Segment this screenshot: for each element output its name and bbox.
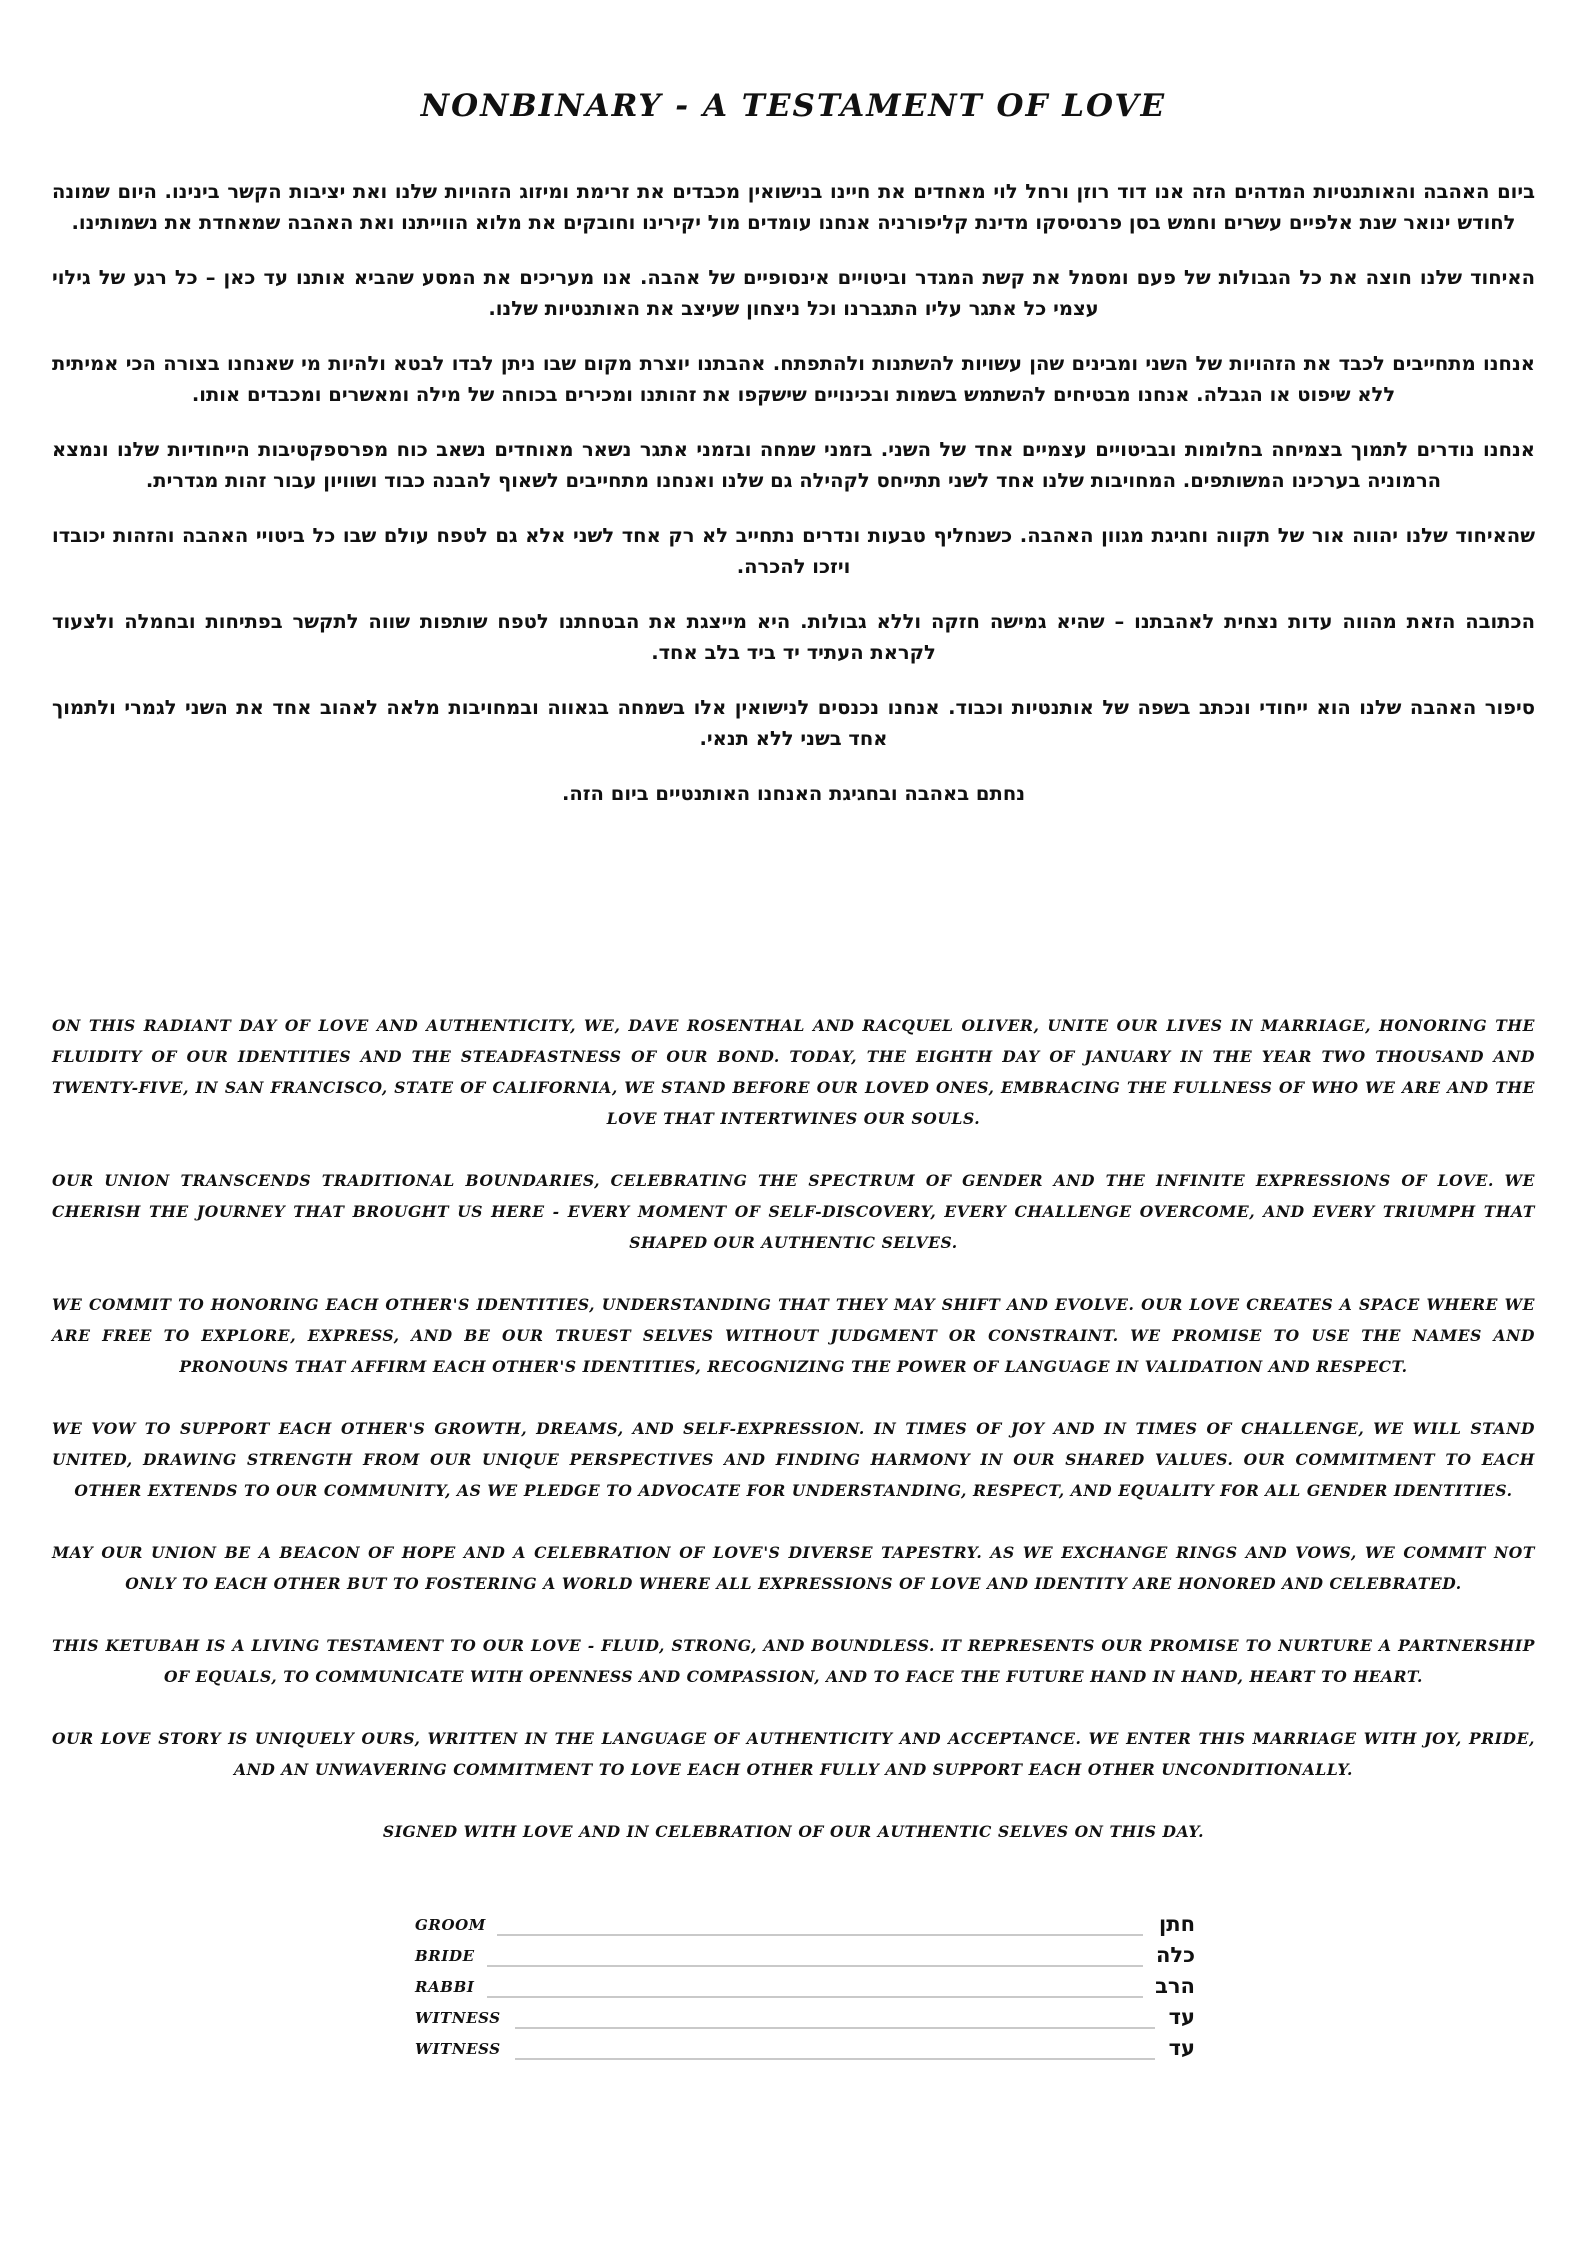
signature-row-witness-1 bbox=[415, 2005, 1195, 2036]
english-paragraph: OUR UNION TRANSCENDS TRADITIONAL BOUNDARIES, CELEBRATING THE SPECTRUM OF GENDER AND THE INFINITE EXPRESSIONS OF LOVE. WE CHERISH THE JOURNEY THAT BROUGHT US HERE - EVERY MOMENT OF SELF-DISCOVERY, EVERY CHALLENGE OVERCOME, AND EVERY TRIUMPH THAT SHAPED OUR AUTHENTIC SELVES. bbox=[52, 1171, 1535, 1252]
hebrew-paragraph: האיחוד שלנו חוצה את כל הגבולות של פעם ומסמל את קשת המגדר וביטויים אינסופיים של אהבה. אנו מעריכים את המסע שהביא אותנו עד כאן – כל רגע של גילוי עצמי כל אתגר עליו התגברנו וכל ניצחון שעיצב את האותנטיות שלנו. bbox=[52, 266, 1535, 320]
signature-label-he: כלה bbox=[1155, 1943, 1195, 1967]
english-paragraph: OUR LOVE STORY IS UNIQUELY OURS, WRITTEN IN THE LANGUAGE OF AUTHENTICITY AND ACCEPTANCE. WE ENTER THIS MARRIAGE WITH JOY, PRIDE, AND AN UNWAVERING COMMITMENT TO LOVE EACH OTHER FULLY AND SUPPORT EACH OTHER UNCONDITIONALLY. bbox=[52, 1729, 1535, 1779]
signature-label-he: הרב bbox=[1155, 1974, 1195, 1998]
signature-row-groom bbox=[415, 1912, 1195, 1943]
signature-line[interactable] bbox=[497, 1934, 1143, 1936]
signature-line[interactable] bbox=[487, 1965, 1143, 1967]
english-paragraph: ON THIS RADIANT DAY OF LOVE AND AUTHENTICITY, WE, DAVE ROSENTHAL AND RACQUEL OLIVER, UNITE OUR LIVES IN MARRIAGE, HONORING THE FLUIDITY OF OUR IDENTITIES AND THE STEADFASTNESS OF OUR BOND. TODAY, THE EIGHTH DAY OF JANUARY IN THE YEAR TWO THOUSAND AND TWENTY-FIVE, IN SAN FRANCISCO, STATE OF CALIFORNIA, WE STAND BEFORE OUR LOVED ONES, EMBRACING THE FULLNESS OF WHO WE ARE AND THE LOVE THAT INTERTWINES OUR SOULS. bbox=[52, 1016, 1535, 1128]
english-paragraph: WE VOW TO SUPPORT EACH OTHER'S GROWTH, DREAMS, AND SELF-EXPRESSION. IN TIMES OF JOY AND IN TIMES OF CHALLENGE, WE WILL STAND UNITED, DRAWING STRENGTH FROM OUR UNIQUE PERSPECTIVES AND FINDING HARMONY IN OUR SHARED VALUES. OUR COMMITMENT TO EACH OTHER EXTENDS TO OUR COMMUNITY, AS WE PLEDGE TO ADVOCATE FOR UNDERSTANDING, RESPECT, AND EQUALITY FOR ALL GENDER IDENTITIES. bbox=[52, 1419, 1535, 1500]
english-closing: SIGNED WITH LOVE AND IN CELEBRATION OF OUR AUTHENTIC SELVES ON THIS DAY. bbox=[382, 1822, 1205, 1841]
hebrew-text-block bbox=[52, 176, 1535, 833]
hebrew-closing: נחתם באהבה ובחגיגת האנחנו האותנטיים ביום הזה. bbox=[561, 782, 1026, 805]
signature-label-he: עד bbox=[1168, 2036, 1195, 2060]
signature-block bbox=[415, 1912, 1195, 2067]
hebrew-paragraph: הכתובה הזאת מהווה עדות נצחית לאהבתנו – שהיא גמישה חזקה וללא גבולות. היא מייצגת את הבטחתנו לטפח שותפות שווה לתקשר בפתיחות ובחמלה ולצעוד לקראת העתיד יד ביד בלב אחד. bbox=[52, 610, 1535, 664]
signature-line[interactable] bbox=[515, 2058, 1155, 2060]
hebrew-paragraph: ביום האהבה והאותנטיות המדהים הזה אנו דוד רוזן ורחל לוי מאחדים את חיינו בנישואין מכבדים את זרימת ומיזוג הזהויות שלנו ואת יציבות הקשר בינינו. היום שמונה לחודש ינואר שנת אלפיים עשרים וחמש בסן פרנסיסקו מדינת קליפורניה אנחנו עומדים מול יקירינו וחובקים את מלוא הווייתנו ואת האהבה שמאחדת את נשמותינו. bbox=[52, 180, 1535, 234]
signature-line[interactable] bbox=[515, 2027, 1155, 2029]
signature-label-en: GROOM bbox=[415, 1916, 487, 1934]
hebrew-paragraph: אנחנו נודרים לתמוך בצמיחה בחלומות ובביטויים עצמיים אחד של השני. בזמני שמחה ובזמני אתגר נשאר מאוחדים נשאב כוח מפרספקטיבות הייחודיות שלנו ונמצא הרמוניה בערכינו המשותפים. המחויבות שלנו אחד לשני תתייחס לקהילה גם שלנו ואנחנו מתחייבים לשאוף להבנה כבוד ושוויון עבור זהות מגדרית. bbox=[52, 438, 1535, 492]
document-title: NONBINARY - A TESTAMENT OF LOVE bbox=[420, 88, 1167, 124]
english-paragraph: WE COMMIT TO HONORING EACH OTHER'S IDENTITIES, UNDERSTANDING THAT THEY MAY SHIFT AND EVOLVE. OUR LOVE CREATES A SPACE WHERE WE ARE FREE TO EXPLORE, EXPRESS, AND BE OUR TRUEST SELVES WITHOUT JUDGMENT OR CONSTRAINT. WE PROMISE TO USE THE NAMES AND PRONOUNS THAT AFFIRM EACH OTHER'S IDENTITIES, RECOGNIZING THE POWER OF LANGUAGE IN VALIDATION AND RESPECT. bbox=[52, 1295, 1535, 1376]
signature-row-bride bbox=[415, 1943, 1195, 1974]
signature-label-he: עד bbox=[1168, 2005, 1195, 2029]
signature-label-en: WITNESS bbox=[415, 2009, 501, 2027]
signature-row-witness-2 bbox=[415, 2036, 1195, 2067]
signature-label-en: WITNESS bbox=[415, 2040, 501, 2058]
hebrew-paragraph: אנחנו מתחייבים לכבד את הזהויות של השני ומבינים שהן עשויות להשתנות ולהתפתח. אהבתנו יוצרת מקום שבו ניתן לבדו לבטא ולהיות מי שאנחנו בצורה הכי אמיתית ללא שיפוט או הגבלה. אנחנו מבטיחים להשתמש בשמות ובכינויים שישקפו את זהותנו ומכירים בכוחה של מילה ומאשרים ומכבדים אותו. bbox=[52, 352, 1535, 406]
signature-row-rabbi bbox=[415, 1974, 1195, 2005]
signature-label-en: RABBI bbox=[415, 1978, 475, 1996]
signature-label-he: חתן bbox=[1159, 1912, 1195, 1936]
signature-label-en: BRIDE bbox=[415, 1947, 475, 1965]
hebrew-paragraph: שהאיחוד שלנו יהווה אור של תקווה וחגיגת מגוון האהבה. כשנחליף טבעות ונדרים נתחייב לא רק אחד לשני אלא גם לטפח עולם שבו כל ביטויי האהבה והזהות יכובדו ויזכו להכרה. bbox=[52, 524, 1535, 578]
signature-line[interactable] bbox=[487, 1996, 1143, 1998]
english-paragraph: MAY OUR UNION BE A BEACON OF HOPE AND A CELEBRATION OF LOVE'S DIVERSE TAPESTRY. AS WE EXCHANGE RINGS AND VOWS, WE COMMIT NOT ONLY TO EACH OTHER BUT TO FOSTERING A WORLD WHERE ALL EXPRESSIONS OF LOVE AND IDENTITY ARE HONORED AND CELEBRATED. bbox=[52, 1543, 1535, 1593]
english-paragraph: THIS KETUBAH IS A LIVING TESTAMENT TO OUR LOVE - FLUID, STRONG, AND BOUNDLESS. IT REPRESENTS OUR PROMISE TO NURTURE A PARTNERSHIP OF EQUALS, TO COMMUNICATE WITH OPENNESS AND COMPASSION, AND TO FACE THE FUTURE HAND IN HAND, HEART TO HEART. bbox=[52, 1636, 1535, 1686]
hebrew-paragraph: סיפור האהבה שלנו הוא ייחודי ונכתב בשפה של אותנטיות וכבוד. אנחנו נכנסים לנישואין אלו בשמחה בגאווה ובמחויבות מלאה לאהוב אחד את השני לגמרי ולתמוך אחד בשני ללא תנאי. bbox=[52, 696, 1535, 750]
english-text-block bbox=[52, 1010, 1535, 1878]
